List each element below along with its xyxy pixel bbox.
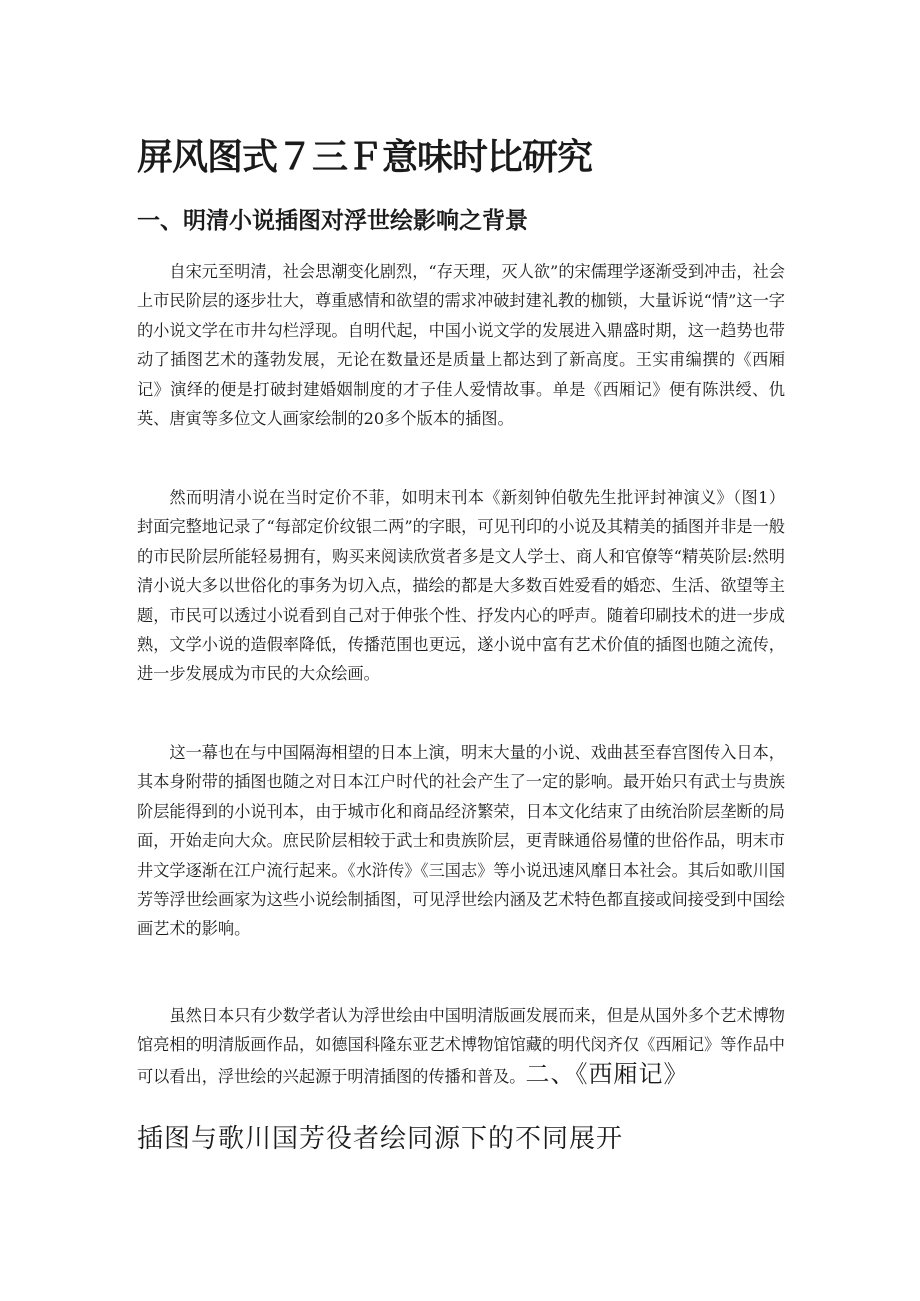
paragraph-4-text: 虽然日本只有少数学者认为浮世绘由中国明清版画发展而来，但是从国外多个艺术博物馆亮相的明清版画作品，如德国科隆东亚艺术博物馆馆藏的明代闵齐仅《西厢记》等作品中可以看出，浮世绘的兴起源于明清插图的传播和普及。 <box>137 1006 785 1086</box>
body-paragraph-2: 然而明清小说在当时定价不菲，如明末刊本《新刻钟伯敬先生批评封神演义》（图1）封面完整地记录了“每部定价纹银二两”的字眼，可见刊印的小说及其精美的插图并非是一般的市民阶层所能轻易拥有，购买来阅读欣赏者多是文人学士、商人和官僚等“精英阶层:然明清小说大多以世俗化的事务为切入点，描绘的都是大多数百姓爱看的婚恋、生活、欲望等主题，市民可以透过小说看到自己对于伸张个性、抒发内心的呼声。随着印刷技术的进一步成熟，文学小说的造假率降低，传播范围也更远，遂小说中富有艺术价值的插图也随之流传，进一步发展成为市民的大众绘画。 <box>137 488 785 684</box>
section-heading-1: 一、明清小说插图对浮世绘影响之背景 <box>137 208 528 234</box>
section-heading-2-start: 二、《西厢记》 <box>525 1059 689 1088</box>
body-paragraph-4 <box>137 1001 785 1091</box>
body-paragraph-1: 自宋元至明清，社会思潮变化剧烈，“存天理，灭人欲”的宋儒理学逐渐受到冲击，社会上市民阶层的逐步壮大，尊重感情和欲望的需求冲破封建礼教的枷锁，大量诉说“情”这一字的小说文学在市井勾栏浮现。自明代起，中国小说文学的发展进入鼎盛时期，这一趋势也带动了插图艺术的蓬勃发展，无论在数量还是质量上都达到了新高度。王实甫编撰的《西厢记》演绎的便是打破封建婚姻制度的才子佳人爱情故事。单是《西厢记》便有陈洪绶、仇英、唐寅等多位文人画家绘制的20多个版本的插图。 <box>137 262 785 429</box>
document-title: 屏风图式７三Ｆ意味时比研究 <box>137 137 593 178</box>
section-heading-2-continuation: 插图与歌川国芳役者绘同源下的不同展开 <box>137 1124 624 1154</box>
body-paragraph-3: 这一幕也在与中国隔海相望的日本上演，明末大量的小说、戏曲甚至春宫图传入日本，其本身附带的插图也随之对日本江户时代的社会产生了一定的影响。最开始只有武士与贵族阶层能得到的小说刊本，由于城市化和商品经济繁荣，日本文化结束了由统治阶层垄断的局面，开始走向大众。庶民阶层相较于武士和贵族阶层，更青睐通俗易懂的世俗作品，明末市井文学逐渐在江户流行起来。《水浒传》《三国志》等小说迅速风靡日本社会。其后如歌川国芳等浮世绘画家为这些小说绘制插图，可见浮世绘内涵及艺术特色都直接或间接受到中国绘画艺术的影响。 <box>137 743 785 939</box>
